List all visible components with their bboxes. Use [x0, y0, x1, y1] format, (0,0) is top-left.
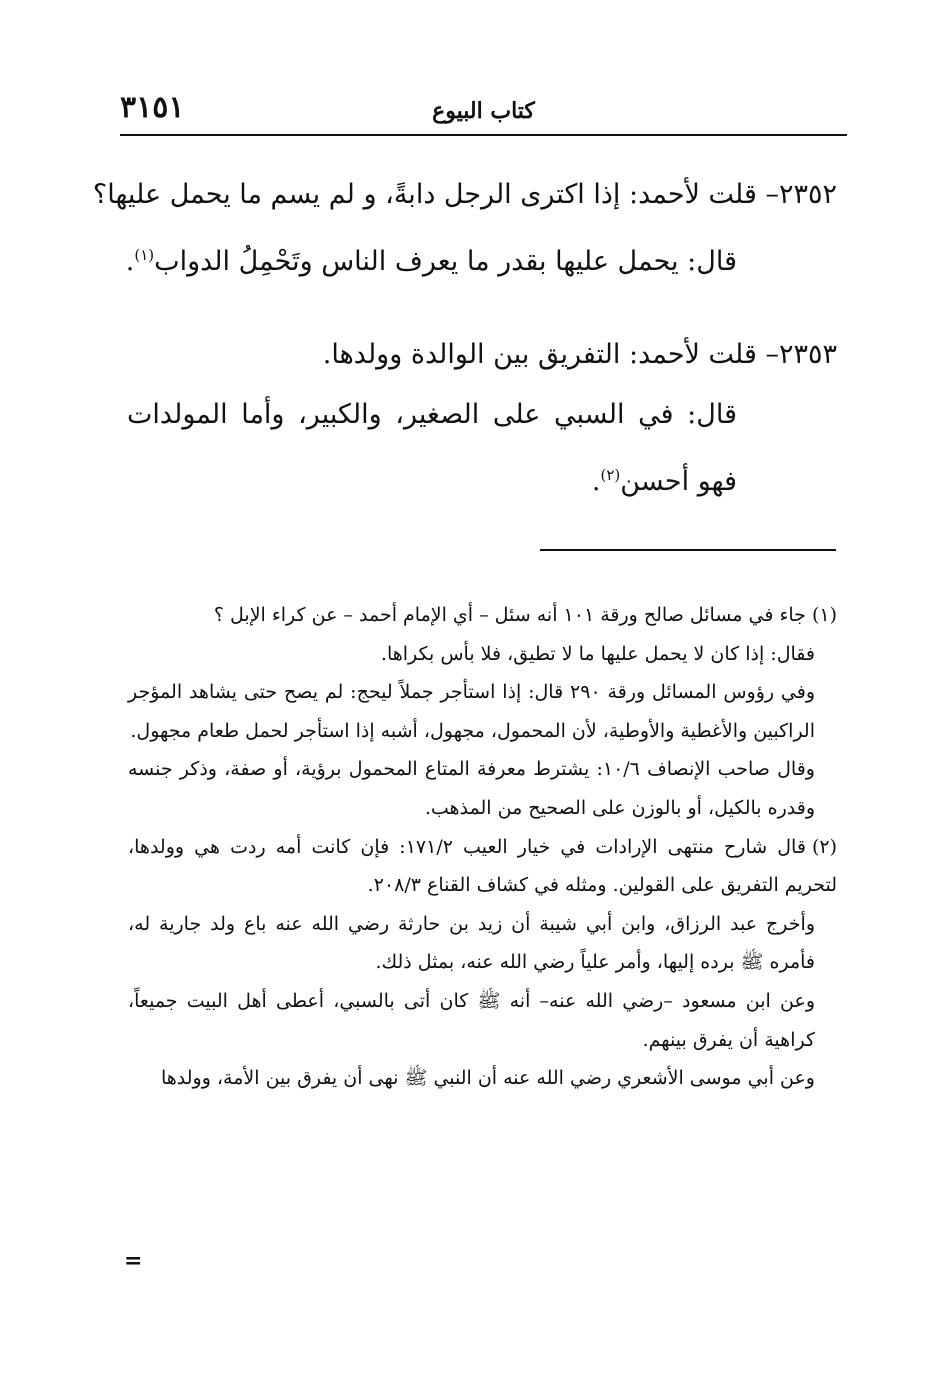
footnote-paragraph: وعن ابن مسعود –رضي الله عنه– أنه ﷺ كان أتى بالسبي، أعطى أهل البيت جميعاً، كراهية أن يفرق بينهم.: [128, 989, 815, 1051]
footnote-paragraph: وعن أبي موسى الأشعري رضي الله عنه أن النبي ﷺ نهى أن يفرق بين الأمة، وولدها: [160, 1067, 815, 1090]
footnote-number: (٢): [811, 835, 837, 858]
footnotes: [128, 596, 837, 1098]
footnote-paragraph: وقال صاحب الإنصاف ١٠/٦: يشترط معرفة المتاع المحمول برؤية، أو صفة، وذكر جنسه وقدره بالكيل، أو بالوزن على الصحيح من المذهب.: [128, 758, 815, 819]
footnote-paragraph: وأخرج عبد الرزاق، وابن أبي شيبة أن زيد بن حارثة رضي الله عنه باع ولد جارية له، فأمره ﷺ برده إليها، وأمر علياً رضي الله عنه، بمثل ذلك.: [128, 912, 815, 974]
footnote-2: [128, 828, 837, 1098]
answer-end: .: [591, 466, 601, 497]
page-number: ٣١٥١: [120, 90, 185, 125]
page-header: [120, 84, 847, 136]
book-title: كتاب البيوع: [432, 98, 535, 124]
entry-2352: [92, 165, 837, 292]
footnote-paragraph: (٢)قال شارح منتهى الإرادات في خيار العيب ١٧١/٢: فإن كانت أمه ردت هي وولدها، لتحريم التفريق على القولين. ومثله في كشاف القناع ٢٠٨/٣.: [128, 835, 837, 897]
footnote-ref: (١): [134, 246, 155, 264]
entry-question: ٢٣٥٢– قلت لأحمد: إذا اكترى الرجل دابةً، و لم يسم ما يحمل عليها؟: [92, 179, 837, 210]
continuation-mark: =: [124, 1248, 143, 1274]
footnote-paragraph: فقال: إذا كان لا يحمل عليها ما لا تطيق، فلا بأس بكراها.: [380, 642, 815, 665]
entry-answer: [117, 225, 737, 292]
footnote-divider: [540, 549, 836, 551]
entry-answer: [127, 385, 737, 512]
footnote-1: [128, 596, 837, 828]
answer-text: قال: في السبي على الصغير، والكبير، وأما المولدات فهو أحسن: [127, 399, 737, 497]
entry-question: ٢٣٥٣– قلت لأحمد: التفريق بين الوالدة وولدها.: [322, 339, 837, 370]
answer-end: .: [125, 246, 135, 277]
footnote-paragraph: وفي رؤوس المسائل ورقة ٢٩٠ قال: إذا استأجر جملاً ليحج: لم يصح حتى يشاهد المؤجر الراكبين والأغطية والأوطية، لأن المحمول، مجهول، أشبه إذا استأجر لحمل طعام مجهول.: [128, 681, 816, 742]
footnote-number: (١): [811, 604, 837, 626]
answer-text: قال: يحمل عليها بقدر ما يعرف الناس وتَحْمِلُ الدواب: [154, 246, 737, 277]
footnote-ref: (٢): [600, 466, 621, 484]
footnote-paragraph: (١)جاء في مسائل صالح ورقة ١٠١ أنه سئل – أي الإمام أحمد – عن كراء الإبل ؟: [213, 604, 837, 626]
entry-2353: [127, 325, 837, 512]
